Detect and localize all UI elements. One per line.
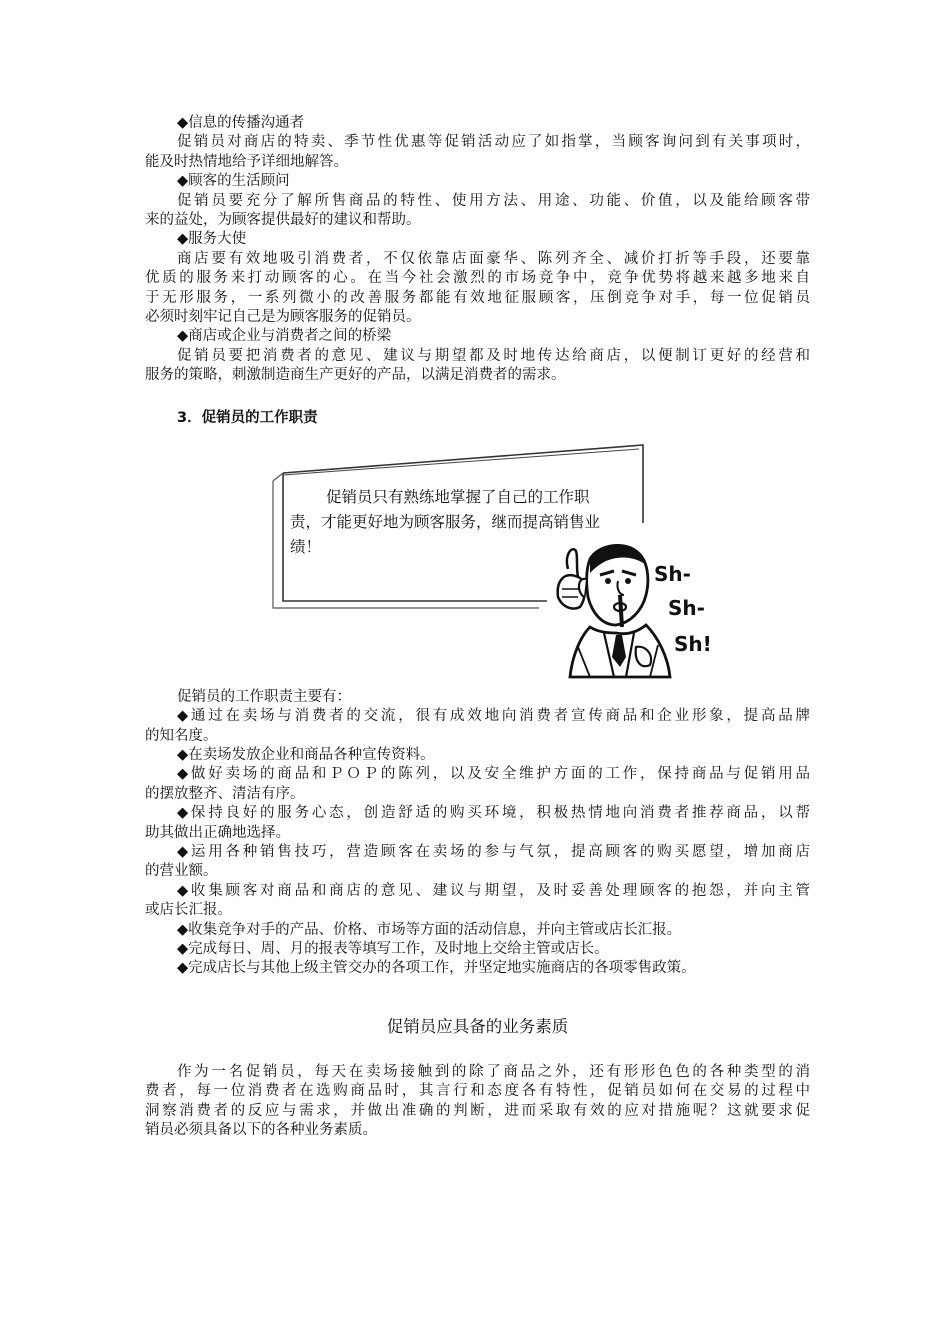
paragraph-line: 来的益处，为顾客提供最好的建议和帮助。 <box>145 212 421 229</box>
bullet-item: ◆保持良好的服务心态，创造舒适的购买环境，积极热情地向消费者推荐商品，以帮 <box>177 805 810 822</box>
bullet-item: ◆运用各种销售技巧，营造顾客在卖场的参与气氛，提高顾客的购买愿望，增加商店 <box>177 843 810 860</box>
paragraph-line: 能及时热情地给予详细地解答。 <box>145 153 348 170</box>
bullet-heading: ◆信息的传播沟通者 <box>177 115 305 131</box>
paragraph-line: 的摆放整齐、清洁有序。 <box>145 785 305 802</box>
callout-figure <box>145 437 810 682</box>
section-subheading: 3．促销员的工作职责 <box>177 409 318 426</box>
paragraph-line: 促销员要把消费者的意见、建议与期望都及时地传达给商店，以便制订更好的经营和 <box>177 347 810 364</box>
paragraph-line: 销员必须具备以下的各种业务素质。 <box>145 1122 377 1138</box>
bullet-item: ◆收集顾客对商品和商店的意见、建议与期望，及时妥善处理顾客的抱怨，并向主管 <box>177 882 810 899</box>
bullet-item: ◆完成店长与其他上级主管交办的各项工作，并坚定地实施商店的各项零售政策。 <box>177 960 696 977</box>
bullet-heading: ◆商店或企业与消费者之间的桥梁 <box>177 328 392 345</box>
paragraph-line: 助其做出正确地选择。 <box>145 824 290 841</box>
speech-text: Sh- <box>668 595 705 620</box>
paragraph-line: 服务的策略，刺激制造商生产更好的产品，以满足消费者的需求。 <box>145 367 566 384</box>
speech-text: Sh! <box>674 631 712 656</box>
bullet-heading: ◆顾客的生活顾问 <box>177 173 290 190</box>
callout-line: 绩！ <box>290 537 322 556</box>
bullet-heading: ◆服务大使 <box>177 231 247 248</box>
paragraph-line: 必须时刻牢记自己是为顾客服务的促销员。 <box>145 309 421 326</box>
paragraph-line: 商店要有效地吸引消费者，不仅依靠店面豪华、陈列齐全、减价打折等手段，还要靠 <box>177 250 810 267</box>
speech-text: Sh- <box>654 561 691 586</box>
paragraph-line: 促销员的工作职责主要有： <box>177 688 351 705</box>
bullet-item: ◆通过在卖场与消费者的交流，很有成效地向消费者宣传商品和企业形象，提高品牌 <box>177 708 810 725</box>
bullet-item: ◆做好卖场的商品和ＰＯＰ的陈列，以及安全维护方面的工作，保持商品与促销用品 <box>177 766 810 783</box>
paragraph-line: 的知名度。 <box>145 727 218 744</box>
paragraph-line: 促销员要充分了解所售商品的特性、使用方法、用途、功能、价值，以及能给顾客带 <box>177 192 810 209</box>
callout-line: 促销员只有熟练地掌握了自己的工作职 <box>326 487 590 506</box>
paragraph-line: 促销员对商店的特卖、季节性优惠等促销活动应了如指掌，当顾客询问到有关事项时， <box>177 134 810 151</box>
section-title: 促销员应具备的业务素质 <box>386 1016 569 1036</box>
paragraph-line: 费者，每一位消费者在选购商品时，其言行和态度各有特性，促销员如何在交易的过程中 <box>145 1083 810 1100</box>
shushing-man-cartoon-icon <box>550 537 725 682</box>
bullet-item: ◆收集竞争对手的产品、价格、市场等方面的活动信息，并向主管或店长汇报。 <box>177 921 682 938</box>
paragraph-line: 作为一名促销员，每天在卖场接触到的除了商品之外，还有形形色色的各种类型的消 <box>177 1063 810 1080</box>
bullet-item: ◆完成每日、周、月的报表等填写工作，及时地上交给主管或店长。 <box>177 940 609 957</box>
role-list-block <box>145 114 810 386</box>
intro-paragraph <box>145 1063 810 1141</box>
paragraph-line: 或店长汇报。 <box>145 902 232 919</box>
paragraph-line: 优质的服务来打动顾客的心。在当今社会激烈的市场竞争中，竞争优势将越来越多地来自 <box>145 270 810 287</box>
paragraph-line: 洞察消费者的反应与需求，并做出准确的判断，进而采取有效的应对措施呢？这就要求促 <box>145 1102 810 1119</box>
duties-list-block <box>145 688 810 979</box>
callout-line: 责，才能更好地为顾客服务，继而提高销售业 <box>290 512 601 531</box>
document-page <box>145 114 810 1140</box>
bullet-item: ◆在卖场发放企业和商品各种宣传资料。 <box>177 746 435 763</box>
paragraph-line: 的营业额。 <box>145 863 218 880</box>
paragraph-line: 于无形服务，一系列微小的改善服务都能有效地征服顾客，压倒竞争对手，每一位促销员 <box>145 289 810 306</box>
